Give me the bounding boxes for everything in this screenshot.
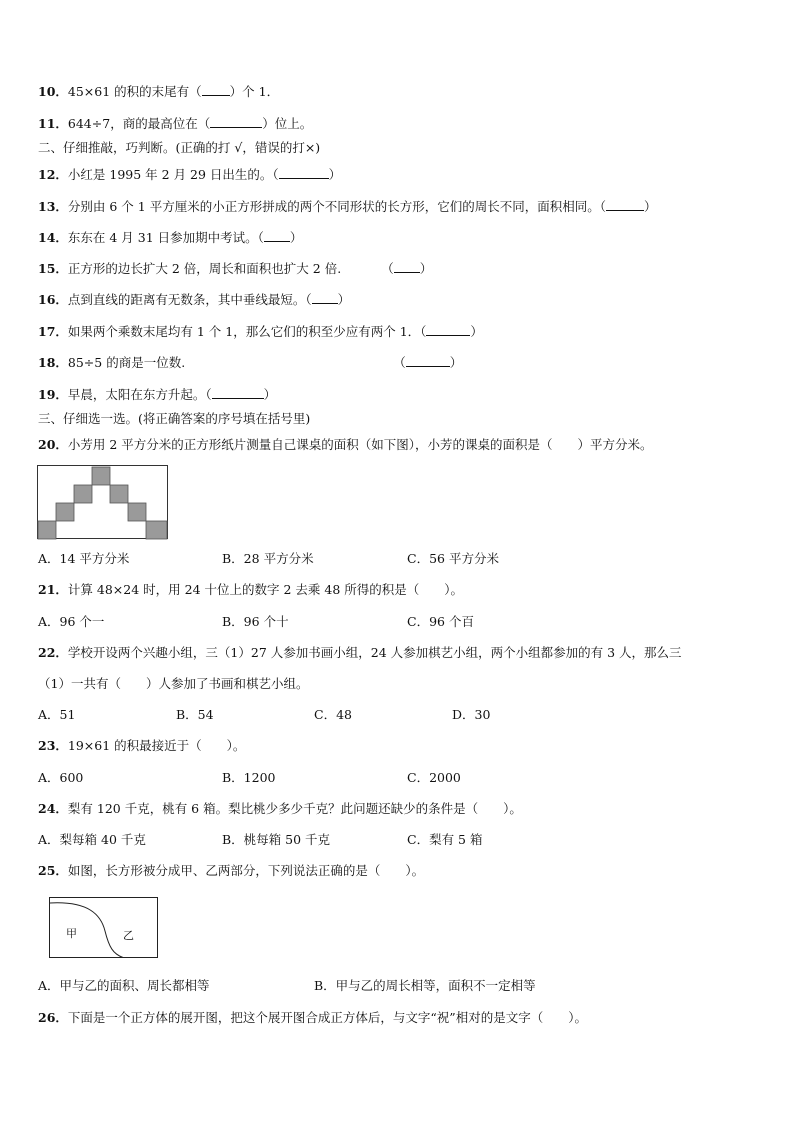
answer-blank[interactable]: [264, 229, 290, 242]
q25-option-b[interactable]: B．甲与乙的周长相等，面积不一定相等: [314, 978, 536, 993]
desk-squares-figure: [37, 465, 169, 540]
section-2-heading: 二、仔细推敲，巧判断。(正确的打 √，错误的打×): [38, 140, 321, 155]
question-text-tail: ）: [337, 292, 351, 307]
question-number: 26．: [38, 1010, 68, 1025]
answer-blank[interactable]: [312, 291, 338, 304]
question-text: 644÷7，商的最高位在（: [67, 116, 211, 131]
question-text: 梨有 120 千克，桃有 6 箱。梨比桃少多少千克？此问题还缺少的条件是（ ）。: [67, 801, 522, 816]
grey-square: [128, 503, 146, 521]
question-26: [38, 1010, 587, 1026]
split-rectangle-figure: [49, 897, 159, 959]
question-text-tail: ）: [449, 355, 463, 370]
question-number: 25．: [38, 863, 68, 878]
answer-blank[interactable]: [210, 115, 262, 128]
answer-blank[interactable]: [426, 323, 470, 336]
question-number: 20．: [38, 437, 68, 452]
question-text-tail: ）: [289, 230, 303, 245]
question-16: [38, 291, 350, 308]
question-13: [38, 198, 656, 215]
question-21: [38, 582, 463, 598]
question-text: 点到直线的距离有无数条，其中垂线最短。（: [67, 292, 312, 307]
answer-blank[interactable]: [202, 83, 230, 96]
question-number: 14．: [38, 230, 68, 245]
question-text: 分别由 6 个 1 平方厘米的小正方形拼成的两个不同形状的长方形，它们的周长不同，面积相同。（: [67, 199, 606, 214]
q23-option-a[interactable]: A．600: [38, 770, 84, 785]
question-22-line2: （1）一共有（ ）人参加了书画和棋艺小组。: [38, 676, 309, 691]
q23-option-b[interactable]: B．1200: [222, 770, 276, 785]
region-label-left: 甲: [66, 927, 77, 940]
question-17: [38, 323, 483, 340]
question-number: 11．: [38, 116, 68, 131]
question-text-tail: ）: [263, 387, 277, 402]
question-text: 早晨，太阳在东方升起。（: [67, 387, 212, 402]
question-text-tail: ）个 1．: [229, 84, 280, 99]
question-number: 16．: [38, 292, 68, 307]
q24-option-c[interactable]: C．梨有 5 箱: [407, 832, 483, 847]
q22-option-a[interactable]: A．51: [38, 707, 76, 722]
question-number: 13．: [38, 199, 68, 214]
question-text: 85÷5 的商是一位数.: [67, 355, 186, 370]
q22-option-d[interactable]: D．30: [452, 707, 491, 722]
paren-open: （: [393, 355, 406, 370]
grey-square: [110, 485, 128, 503]
question-text: 45×61 的积的末尾有（: [67, 84, 202, 99]
question-text: 如图，长方形被分成甲、乙两部分，下列说法正确的是（ ）。: [67, 863, 425, 878]
q23-option-c[interactable]: C．2000: [407, 770, 461, 785]
question-text-tail: ）: [328, 167, 342, 182]
question-text: 如果两个乘数末尾均有 1 个 1，那么它们的积至少应有两个 1．（: [67, 324, 427, 339]
question-text-tail: ）: [470, 324, 483, 339]
question-19: [38, 386, 276, 403]
question-23: [38, 738, 245, 754]
answer-blank[interactable]: [212, 386, 264, 399]
q25-option-a[interactable]: A．甲与乙的面积、周长都相等: [38, 978, 210, 993]
question-text: 正方形的边长扩大 2 倍，周长和面积也扩大 2 倍.: [67, 261, 342, 276]
question-text: 东东在 4 月 31 日参加期中考试。（: [67, 230, 264, 245]
question-text-tail: ）: [643, 199, 657, 214]
q20-option-a[interactable]: A．14 平方分米: [38, 551, 130, 566]
q20-option-b[interactable]: B．28 平方分米: [222, 551, 314, 566]
q21-option-a[interactable]: A．96 个一: [38, 614, 105, 629]
question-number: 18．: [38, 355, 68, 370]
q22-option-c[interactable]: C．48: [314, 707, 352, 722]
question-25: [38, 863, 424, 879]
q22-option-b[interactable]: B．54: [176, 707, 214, 722]
question-number: 22．: [38, 645, 68, 660]
q21-option-b[interactable]: B．96 个十: [222, 614, 289, 629]
answer-blank[interactable]: [406, 354, 450, 367]
question-text-tail: ）: [419, 261, 433, 276]
question-number: 17．: [38, 324, 68, 339]
question-text: 计算 48×24 时，用 24 十位上的数字 2 去乘 48 所得的积是（ ）。: [67, 582, 463, 597]
question-15: [38, 260, 432, 277]
question-text: 19×61 的积最接近于（ ）。: [67, 738, 246, 753]
question-number: 24．: [38, 801, 68, 816]
question-text: 小红是 1995 年 2 月 29 日出生的。（: [67, 167, 279, 182]
question-number: 10．: [38, 84, 68, 99]
question-number: 19．: [38, 387, 68, 402]
grey-square: [92, 467, 110, 485]
grey-square: [74, 485, 92, 503]
grey-square: [38, 521, 56, 539]
q20-option-c[interactable]: C．56 平方分米: [407, 551, 499, 566]
answer-blank[interactable]: [606, 198, 644, 211]
question-22: [38, 645, 682, 661]
question-number: 12．: [38, 167, 68, 182]
paren-open: （: [381, 261, 394, 276]
question-text-tail: ）位上。: [262, 116, 313, 131]
question-text: 小芳用 2 平方分米的正方形纸片测量自己课桌的面积（如下图），小芳的课桌的面积是（ ）平方分米。: [67, 437, 653, 452]
answer-blank[interactable]: [394, 260, 420, 273]
question-18: [38, 354, 462, 371]
question-14: [38, 229, 302, 246]
question-20: [38, 437, 653, 453]
question-10: [38, 83, 279, 100]
answer-blank[interactable]: [279, 166, 329, 179]
question-number: 15．: [38, 261, 68, 276]
question-11: [38, 115, 312, 132]
region-label-right: 乙: [123, 929, 134, 942]
q24-option-b[interactable]: B．桃每箱 50 千克: [222, 832, 331, 847]
question-12: [38, 166, 341, 183]
question-24: [38, 801, 522, 817]
q21-option-c[interactable]: C．96 个百: [407, 614, 474, 629]
grey-square: [146, 521, 167, 539]
question-number: 21．: [38, 582, 68, 597]
question-number: 23．: [38, 738, 68, 753]
section-3-heading: 三、仔细选一选。(将正确答案的序号填在括号里): [38, 411, 311, 426]
grey-square: [56, 503, 74, 521]
question-text: 下面是一个正方体的展开图，把这个展开图合成正方体后，与文字“祝”相对的是文字（ ）。: [67, 1010, 587, 1025]
q24-option-a[interactable]: A．梨每箱 40 千克: [38, 832, 146, 847]
question-text: 学校开设两个兴趣小组，三（1）27 人参加书画小组，24 人参加棋艺小组，两个小组都参加的有 3 人，那么三: [67, 645, 682, 660]
